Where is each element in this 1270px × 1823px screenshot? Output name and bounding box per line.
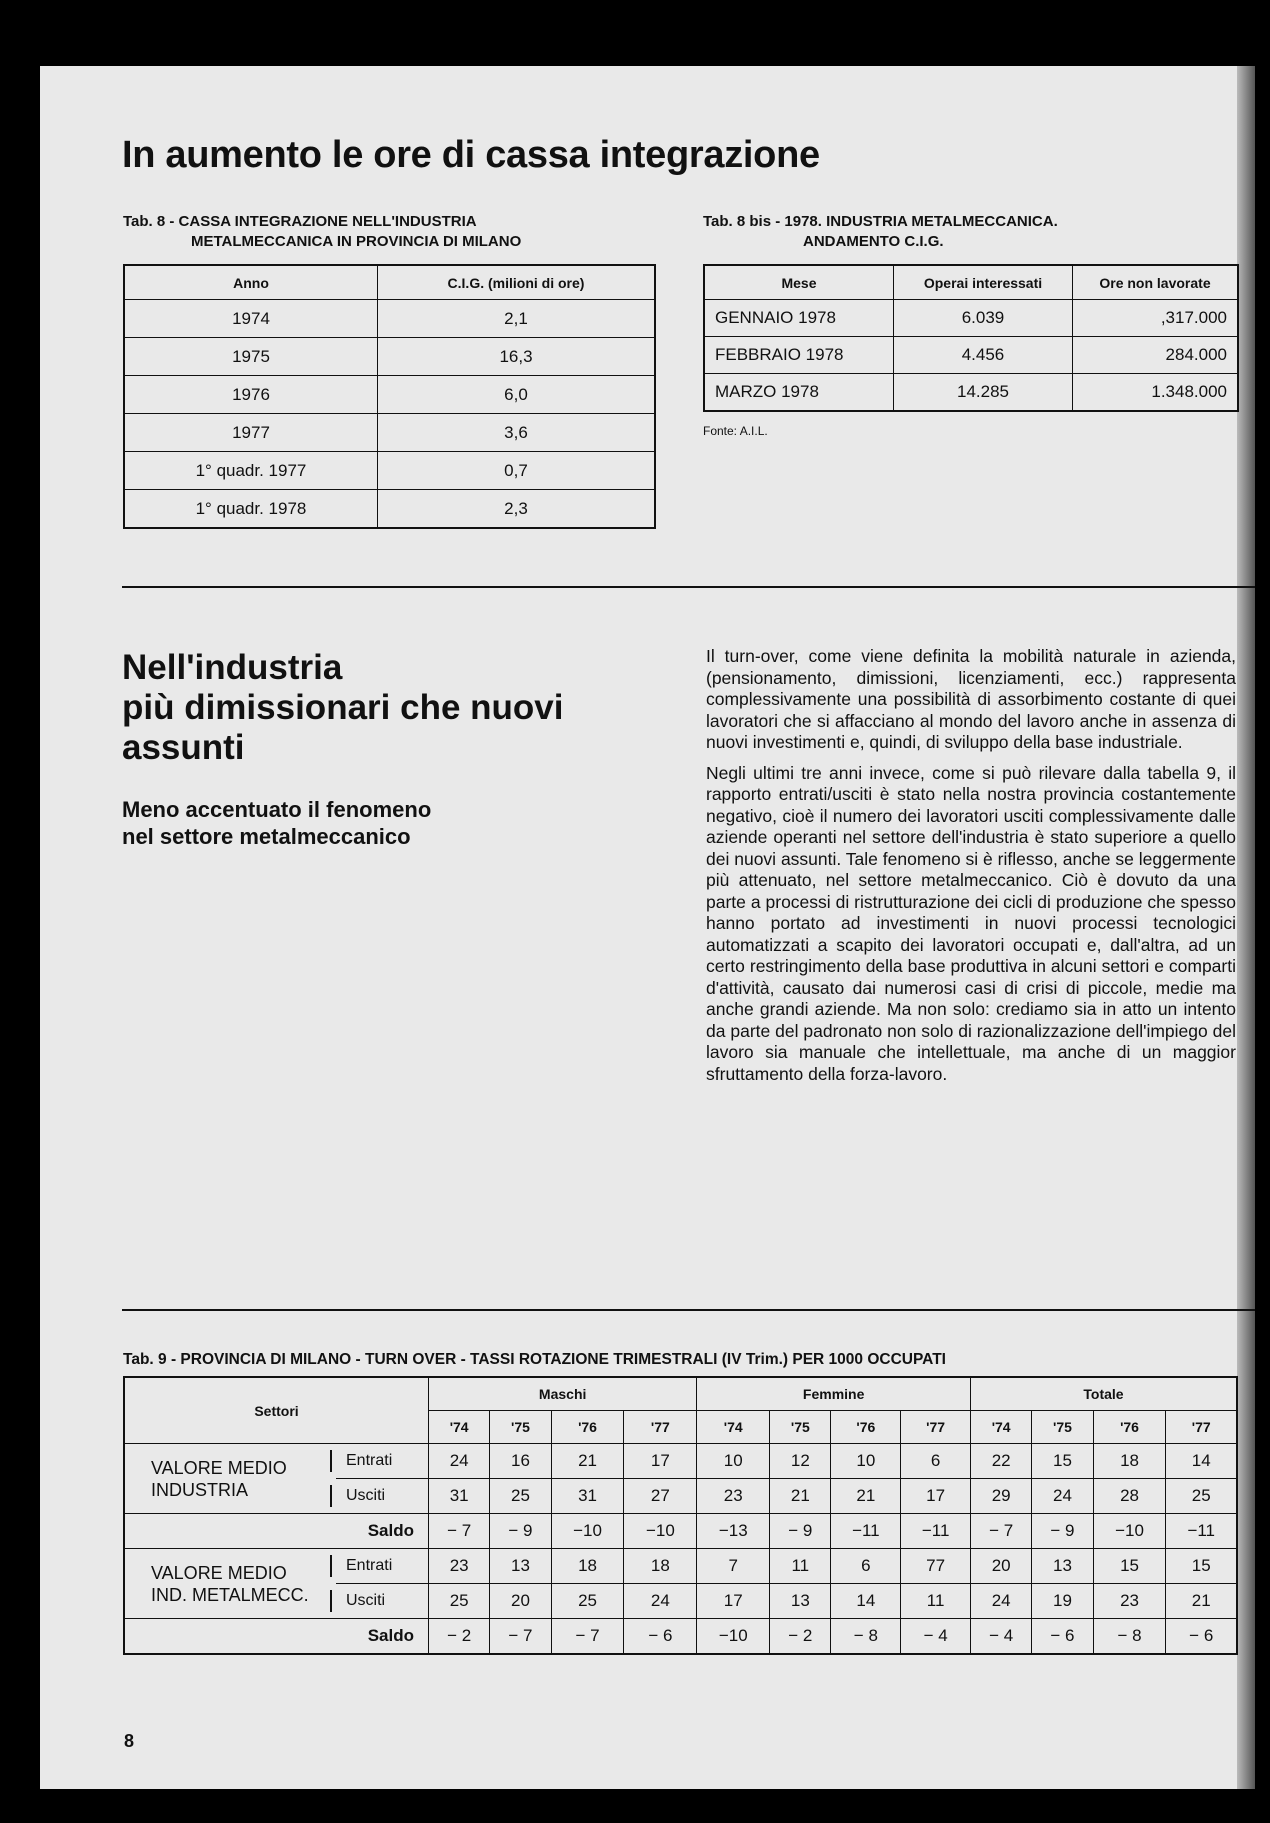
tab9-cell-usciti: 24 [971, 1584, 1032, 1619]
tab9-usciti-text: Usciti [346, 1487, 386, 1504]
tab9-cell-saldo: − 4 [971, 1619, 1032, 1655]
tab9-year-header: '74 [971, 1411, 1032, 1444]
tab9-table [123, 1376, 1238, 1655]
tab9-cell-saldo: −10 [551, 1514, 624, 1549]
article-subheadline [122, 796, 431, 850]
tab8bis-caption-line2: ANDAMENTO C.I.G. [803, 233, 944, 250]
tab8-cell-cig: 3,6 [378, 414, 656, 452]
tab9-cell-usciti: 14 [831, 1584, 901, 1619]
article-subheadline-line1: Meno accentuato il fenomeno [122, 797, 432, 822]
tab9-cell-usciti: 25 [429, 1584, 490, 1619]
tab9-cell-entrati: 13 [490, 1549, 551, 1584]
table-row [124, 338, 655, 376]
page-edge-shadow [1237, 66, 1255, 1789]
tab9-cell-usciti: 29 [971, 1479, 1032, 1514]
tab9-year-header: '75 [1032, 1411, 1093, 1444]
tab9-year-header: '75 [770, 1411, 831, 1444]
tab8-cell-cig: 6,0 [378, 376, 656, 414]
tab9-cell-saldo: − 6 [1032, 1619, 1093, 1655]
tab9-cell-entrati: 18 [624, 1549, 697, 1584]
tab9-cell-usciti: 23 [697, 1479, 770, 1514]
tab9-cell-usciti: 25 [551, 1584, 624, 1619]
tab9-cell-saldo: − 9 [1032, 1514, 1093, 1549]
tab9-cell-usciti: 24 [1032, 1479, 1093, 1514]
article-paragraph-2: Negli ultimi tre anni invece, come si può rilevare dalla tabella 9, il rapporto entrati/usciti è stato nella nostra provincia costantemente negativo, cioè il numero dei lavoratori usciti complessivamente dalle aziende operanti nel settore dell'industria è stato superiore a quello dei nuovi assunti. Tale fenomeno si è riflesso, anche se leggermente più attenuato, nel settore metalmeccanico. Ciò è dovuto da una parte a processi di ristrutturazione dei cicli di produzione che spesso hanno portato ad investimenti in nuovi processi tecnologici automatizzati a scapito dei lavoratori occupati e, dall'altra, ad un certo restringimento della base produttiva in alcuni settori e comparti d'attività, causato dai numerosi casi di crisi di piccole, medie ma anche grandi aziende. Ma non solo: crediamo sia in atto un intento da parte del padronato non solo di razionalizzazione dell'impiego del lavoro sia manuale che intellettuale, ma anche di un maggior sfruttamento della forza-lavoro. [706, 762, 1236, 1084]
tab8-cell-anno: 1974 [124, 300, 378, 338]
tab9-row-label-usciti [336, 1479, 429, 1514]
table-row [124, 300, 655, 338]
table-row [124, 1444, 1237, 1479]
tab8-cell-cig: 16,3 [378, 338, 656, 376]
tab9-year-header: '76 [831, 1411, 901, 1444]
tab9-cell-usciti: 17 [697, 1584, 770, 1619]
tab8-cell-anno: 1° quadr. 1977 [124, 452, 378, 490]
article-paragraph-1: Il turn-over, come viene definita la mobilità naturale in azienda, (pensionamento, dimissioni, licenziamenti, ecc.) rappresenta complessivamente una possibilità di assorbimento costante di quei lavoratori che si affacciano al mondo del lavoro anche in assenza di nuovi investimenti e, quindi, di sviluppo della base industriale. [706, 646, 1236, 752]
page-number: 8 [124, 1731, 135, 1751]
tab9-cell-usciti: 13 [770, 1584, 831, 1619]
tab9-cell-saldo: − 7 [551, 1619, 624, 1655]
magazine-page [40, 66, 1255, 1789]
brace-mark [330, 1450, 340, 1472]
tab9-cell-entrati: 10 [697, 1444, 770, 1479]
table-row [124, 452, 655, 490]
tab8bis-cell-mese: GENNAIO 1978 [704, 300, 894, 337]
tab8-caption-line1: Tab. 8 - CASSA INTEGRAZIONE NELL'INDUSTRIA [123, 213, 477, 230]
tab9-year-header: '77 [1166, 1411, 1237, 1444]
tab9-year-header: '75 [490, 1411, 551, 1444]
tab9-cell-entrati: 20 [971, 1549, 1032, 1584]
tab9-cell-saldo: − 8 [831, 1619, 901, 1655]
tab9-cell-saldo: −11 [1166, 1514, 1237, 1549]
tab8bis-cell-ore: 1.348.000 [1073, 374, 1239, 412]
tab9-cell-saldo: − 2 [770, 1619, 831, 1655]
tab9-entrati-text: Entrati [346, 1452, 393, 1469]
article-headline-line3: assunti [122, 728, 245, 767]
tab8-cell-cig: 2,3 [378, 490, 656, 529]
tab9-cell-saldo: −11 [901, 1514, 971, 1549]
tab8bis-caption-line1: Tab. 8 bis - 1978. INDUSTRIA METALMECCANICA. [703, 213, 1058, 230]
tab9-cell-saldo: −11 [831, 1514, 901, 1549]
table-row [124, 1549, 1237, 1584]
brace-mark [330, 1555, 340, 1577]
tab8bis-header-ore: Ore non lavorate [1073, 265, 1239, 300]
tab9-cell-entrati: 15 [1093, 1549, 1166, 1584]
table-row [124, 414, 655, 452]
tab9-cell-saldo: − 7 [490, 1619, 551, 1655]
tab9-header-maschi: Maschi [429, 1377, 697, 1411]
tab8bis-header-mese: Mese [704, 265, 894, 300]
tab9-cell-saldo: − 6 [1166, 1619, 1237, 1655]
table-row [704, 337, 1238, 374]
tab9-cell-entrati: 14 [1166, 1444, 1237, 1479]
tab9-sector-line1: VALORE MEDIO [151, 1457, 287, 1478]
article-subheadline-line2: nel settore metalmeccanico [122, 824, 411, 849]
tab9-cell-saldo: − 4 [901, 1619, 971, 1655]
tab8-cell-anno: 1975 [124, 338, 378, 376]
tab9-row-label-saldo: Saldo [124, 1619, 429, 1655]
tab9-caption: Tab. 9 - PROVINCIA DI MILANO - TURN OVER - TASSI ROTAZIONE TRIMESTRALI (IV Trim.) PER 1000 OCCUPATI [123, 1351, 946, 1368]
tab9-sector-line2: IND. METALMECC. [151, 1584, 309, 1605]
tab8-caption-line2: METALMECCANICA IN PROVINCIA DI MILANO [191, 233, 522, 250]
section-divider [122, 586, 1255, 588]
tab9-cell-entrati: 77 [901, 1549, 971, 1584]
tab9-cell-usciti: 25 [490, 1479, 551, 1514]
tab9-cell-entrati: 21 [551, 1444, 624, 1479]
tab9-year-header: '76 [1093, 1411, 1166, 1444]
table-row [704, 374, 1238, 412]
tab9-row-label-entrati [336, 1444, 429, 1479]
table-row [124, 1514, 1237, 1549]
tab9-cell-entrati: 15 [1032, 1444, 1093, 1479]
table-row [124, 1619, 1237, 1655]
tab9-cell-usciti: 23 [1093, 1584, 1166, 1619]
tab8bis-cell-ore: 284.000 [1073, 337, 1239, 374]
tab9-cell-entrati: 16 [490, 1444, 551, 1479]
tab9-sector-label [124, 1549, 336, 1619]
tab9-cell-usciti: 27 [624, 1479, 697, 1514]
tab8bis-cell-operai: 14.285 [894, 374, 1073, 412]
tab8bis-source: Fonte: A.I.L. [703, 424, 768, 438]
tab9-year-header: '74 [697, 1411, 770, 1444]
tab9-cell-saldo: −10 [1093, 1514, 1166, 1549]
article-headline-line1: Nell'industria [122, 648, 343, 687]
table-row [124, 490, 655, 529]
tab9-cell-usciti: 11 [901, 1584, 971, 1619]
tab9-header-settori: Settori [124, 1377, 429, 1444]
tab9-cell-usciti: 21 [831, 1479, 901, 1514]
tab9-cell-entrati: 15 [1166, 1549, 1237, 1584]
tab9-cell-usciti: 31 [551, 1479, 624, 1514]
tab9-header-totale: Totale [971, 1377, 1238, 1411]
tab8-cell-cig: 0,7 [378, 452, 656, 490]
tab9-usciti-text: Usciti [346, 1592, 386, 1609]
tab8-table [123, 264, 656, 529]
tab9-sector-line2: INDUSTRIA [151, 1479, 249, 1500]
tab9-cell-entrati: 24 [429, 1444, 490, 1479]
tab8-header-cig: C.I.G. (milioni di ore) [378, 265, 656, 300]
article-headline-line2: più dimissionari che nuovi [122, 688, 564, 727]
tab8bis-cell-mese: MARZO 1978 [704, 374, 894, 412]
tab9-cell-entrati: 17 [624, 1444, 697, 1479]
tab9-cell-entrati: 6 [831, 1549, 901, 1584]
tab9-year-header: '76 [551, 1411, 624, 1444]
tab8bis-header-operai: Operai interessati [894, 265, 1073, 300]
tab9-entrati-text: Entrati [346, 1557, 393, 1574]
tab8-cell-anno: 1° quadr. 1978 [124, 490, 378, 529]
tab9-cell-entrati: 12 [770, 1444, 831, 1479]
tab9-cell-usciti: 25 [1166, 1479, 1237, 1514]
tab9-cell-saldo: − 7 [429, 1514, 490, 1549]
tab9-cell-saldo: −10 [624, 1514, 697, 1549]
tab9-cell-entrati: 18 [1093, 1444, 1166, 1479]
tab8bis-cell-ore: ,317.000 [1073, 300, 1239, 337]
tab9-cell-usciti: 24 [624, 1584, 697, 1619]
tab8-cell-anno: 1977 [124, 414, 378, 452]
tab9-row-label-saldo: Saldo [124, 1514, 429, 1549]
tab9-cell-saldo: − 9 [770, 1514, 831, 1549]
tab9-cell-usciti: 21 [770, 1479, 831, 1514]
tab8-cell-cig: 2,1 [378, 300, 656, 338]
tab9-row-label-entrati [336, 1549, 429, 1584]
tab9-cell-usciti: 20 [490, 1584, 551, 1619]
table-row [124, 376, 655, 414]
tab9-year-header: '77 [624, 1411, 697, 1444]
tab9-row-label-usciti [336, 1584, 429, 1619]
tab9-cell-usciti: 21 [1166, 1584, 1237, 1619]
tab9-cell-entrati: 22 [971, 1444, 1032, 1479]
tab9-cell-saldo: − 6 [624, 1619, 697, 1655]
tab9-cell-saldo: − 2 [429, 1619, 490, 1655]
tab8-caption [123, 212, 521, 252]
tab9-cell-entrati: 18 [551, 1549, 624, 1584]
brace-mark [330, 1485, 340, 1507]
brace-mark [330, 1590, 340, 1612]
tab9-cell-usciti: 31 [429, 1479, 490, 1514]
tab9-cell-entrati: 13 [1032, 1549, 1093, 1584]
tab9-sector-label [124, 1444, 336, 1514]
tab9-cell-usciti: 28 [1093, 1479, 1166, 1514]
tab9-cell-entrati: 10 [831, 1444, 901, 1479]
tab8bis-caption [703, 212, 1058, 252]
tab8bis-cell-mese: FEBBRAIO 1978 [704, 337, 894, 374]
tab9-cell-saldo: − 7 [971, 1514, 1032, 1549]
tab9-year-header: '77 [901, 1411, 971, 1444]
tab9-year-header: '74 [429, 1411, 490, 1444]
tab9-sector-line1: VALORE MEDIO [151, 1562, 287, 1583]
tab9-cell-usciti: 17 [901, 1479, 971, 1514]
headline-cassa-integrazione: In aumento le ore di cassa integrazione [122, 134, 820, 176]
tab8-cell-anno: 1976 [124, 376, 378, 414]
tab9-cell-entrati: 23 [429, 1549, 490, 1584]
tab9-cell-usciti: 19 [1032, 1584, 1093, 1619]
table-row [704, 300, 1238, 337]
tab9-cell-entrati: 11 [770, 1549, 831, 1584]
tab9-cell-saldo: −13 [697, 1514, 770, 1549]
tab8bis-table [703, 264, 1239, 412]
tab9-cell-saldo: − 8 [1093, 1619, 1166, 1655]
tab9-cell-saldo: − 9 [490, 1514, 551, 1549]
article-headline [122, 648, 563, 768]
tab8bis-cell-operai: 6.039 [894, 300, 1073, 337]
tab8-header-anno: Anno [124, 265, 378, 300]
section-divider [122, 1309, 1255, 1311]
tab9-header-femmine: Femmine [697, 1377, 971, 1411]
tab9-cell-entrati: 6 [901, 1444, 971, 1479]
tab9-cell-entrati: 7 [697, 1549, 770, 1584]
tab9-cell-saldo: −10 [697, 1619, 770, 1655]
tab8bis-cell-operai: 4.456 [894, 337, 1073, 374]
article-body [706, 646, 1236, 1094]
